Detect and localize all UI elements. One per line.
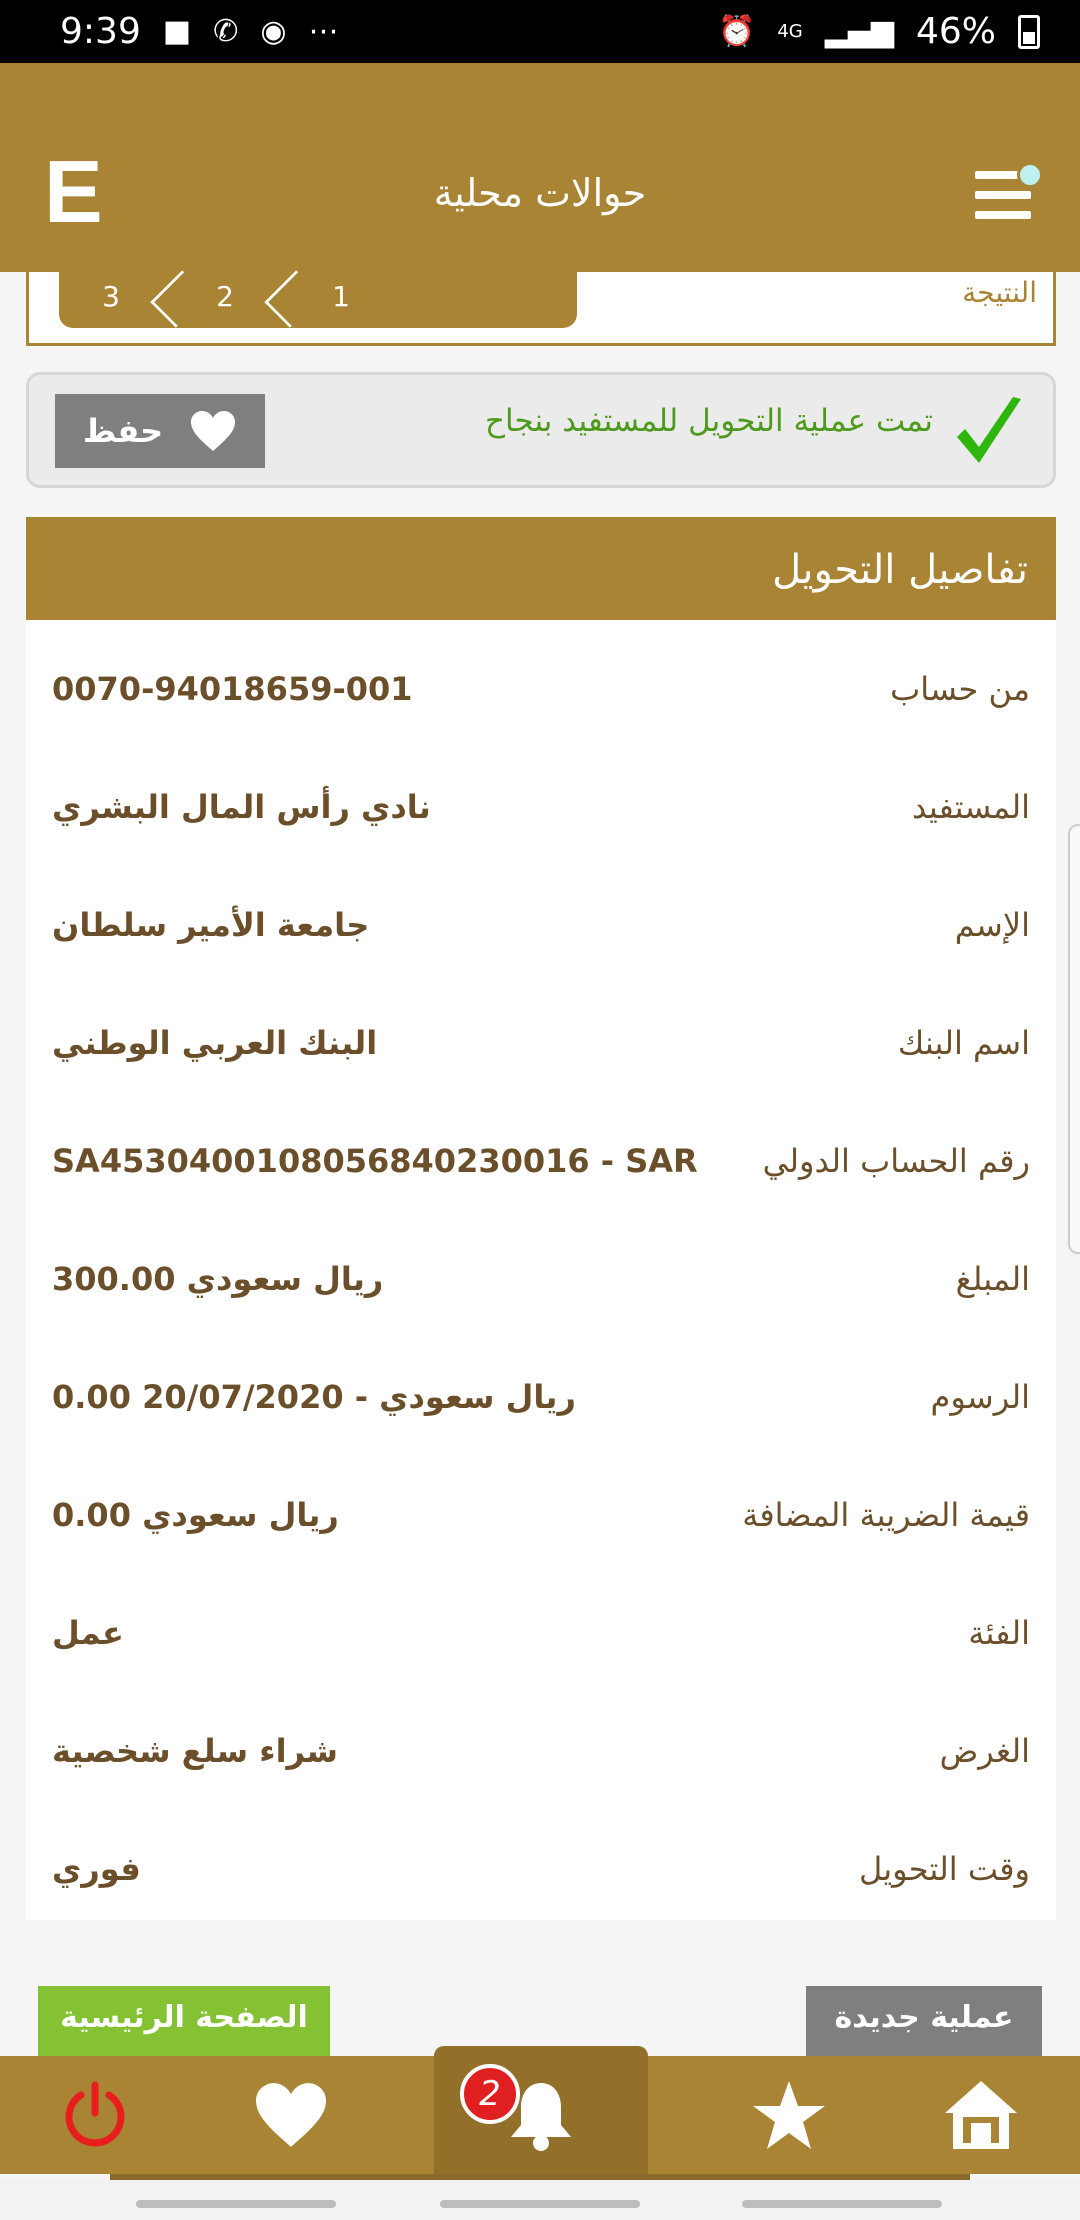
status-left	[60, 11, 339, 52]
success-message: تمت عملية التحويل للمستفيد بنجاح	[484, 403, 933, 439]
menu-notification-dot	[1017, 162, 1043, 188]
detail-row-purpose	[26, 1732, 1056, 1802]
detail-row-transfer-time	[26, 1850, 1056, 1920]
heart-icon	[189, 409, 237, 453]
step-1: 1	[332, 280, 350, 313]
detail-row-from-account	[26, 670, 1056, 740]
detail-row-vat	[26, 1496, 1056, 1566]
detail-label: الغرض	[939, 1732, 1030, 1770]
detail-value: البنك العربي الوطني	[52, 1024, 378, 1062]
detail-row-fees	[26, 1378, 1056, 1448]
detail-label: المبلغ	[955, 1260, 1030, 1298]
details-list	[26, 620, 1056, 1920]
detail-label: رقم الحساب الدولي	[762, 1142, 1030, 1180]
result-label: النتيجة	[962, 276, 1037, 309]
save-button[interactable]	[55, 394, 265, 468]
detail-row-beneficiary	[26, 788, 1056, 858]
success-panel	[26, 372, 1056, 488]
steps-indicator	[59, 272, 577, 328]
detail-row-category	[26, 1614, 1056, 1684]
bottom-nav	[0, 2056, 1080, 2174]
detail-value: فوري	[52, 1850, 141, 1888]
detail-value: 0.00 ريال سعودي	[52, 1496, 339, 1534]
detail-label: الرسوم	[930, 1378, 1030, 1416]
detail-label: المستفيد	[912, 788, 1030, 826]
signal-icon: ▂▄▆	[824, 14, 894, 49]
message-icon: ■	[162, 14, 192, 49]
star-icon[interactable]	[734, 2056, 844, 2174]
network-type: 4G	[777, 21, 803, 42]
facebook-icon: ◉	[260, 14, 287, 49]
house-icon[interactable]	[926, 2056, 1036, 2174]
detail-value: 300.00 ريال سعودي	[52, 1260, 384, 1298]
new-operation-button[interactable]: عملية جديدة	[806, 1986, 1042, 2056]
battery-icon	[1018, 15, 1040, 49]
home-handle[interactable]	[440, 2200, 640, 2208]
status-time: 9:39	[60, 11, 141, 52]
heart-icon[interactable]	[236, 2056, 346, 2174]
recent-apps-handle[interactable]	[136, 2200, 336, 2208]
status-bar	[0, 0, 1080, 63]
detail-value: 0070-94018659-001	[52, 670, 413, 708]
detail-row-iban	[26, 1142, 1056, 1212]
scrollbar[interactable]	[1068, 824, 1080, 1254]
detail-label: الإسم	[954, 906, 1030, 944]
back-handle[interactable]	[742, 2200, 942, 2208]
detail-row-name	[26, 906, 1056, 976]
home-page-button[interactable]: الصفحة الرئيسية	[38, 1986, 330, 2056]
check-icon	[953, 393, 1025, 469]
notification-badge: 2	[460, 2064, 520, 2124]
detail-label: اسم البنك	[897, 1024, 1030, 1062]
status-right	[718, 11, 1040, 52]
whatsapp-icon: ✆	[213, 14, 239, 49]
step-2: 2	[216, 280, 234, 313]
detail-row-amount	[26, 1260, 1056, 1330]
step-3: 3	[102, 280, 120, 313]
system-nav-bar	[0, 2180, 1080, 2220]
more-icon: ⋯	[308, 14, 339, 49]
detail-label: من حساب	[890, 670, 1030, 708]
save-label: حفظ	[82, 412, 164, 450]
page-title: حوالات محلية	[433, 171, 647, 215]
app-header	[0, 63, 1080, 272]
alarm-icon: ⏰	[718, 14, 756, 49]
app-logo[interactable]: E	[44, 142, 103, 241]
detail-label: قيمة الضريبة المضافة	[742, 1496, 1030, 1534]
detail-label: وقت التحويل	[859, 1850, 1030, 1888]
details-title: تفاصيل التحويل	[26, 517, 1056, 620]
detail-label: الفئة	[968, 1614, 1030, 1652]
detail-row-bank-name	[26, 1024, 1056, 1094]
detail-value: جامعة الأمير سلطان	[52, 906, 370, 944]
detail-value: نادي رأس المال البشري	[52, 788, 431, 826]
detail-value: عمل	[52, 1614, 124, 1652]
chevron-left-icon	[264, 270, 321, 327]
power-icon[interactable]	[40, 2056, 150, 2174]
chevron-left-icon	[150, 270, 207, 327]
battery-percent: 46%	[915, 11, 996, 52]
detail-value: 0.00 ريال سعودي - 20/07/2020	[52, 1378, 576, 1416]
steps-panel	[26, 272, 1056, 346]
detail-value: SA4530400108056840230016 - SAR	[52, 1142, 698, 1180]
detail-value: شراء سلع شخصية	[52, 1732, 338, 1770]
